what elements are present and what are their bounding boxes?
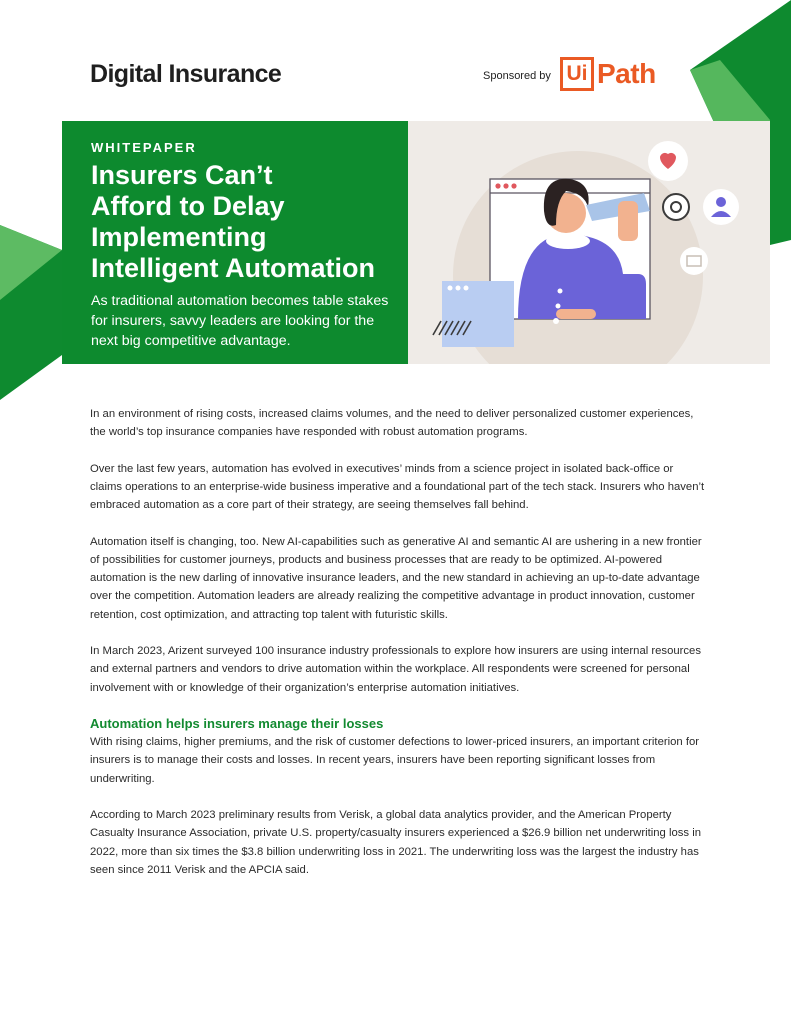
woman-with-telescope-illustration <box>408 121 770 364</box>
article-body <box>90 405 705 897</box>
digital-insurance-logo: Digital Insurance <box>90 60 282 88</box>
hero-title <box>91 160 421 284</box>
hero-subtitle: As traditional automation becomes table stakes for insurers, savvy leaders are looking for the next big competitive advantage. <box>91 293 389 349</box>
hero-title-line: Implementing <box>91 222 267 252</box>
uipath-logo-text: Path <box>597 58 656 89</box>
body-paragraph: Automation itself is changing, too. New AI-capabilities such as generative AI and semantic AI are ushering in a new frontier of possibilities for customer journeys, products and business processes that are ready to be optimized. AI-powered automation is the new darling of innovative insurance leaders, and the new standard in achieving an up-to-date advantage over the competition. Automation leaders are already realizing the competitive advantage in product innovation, customer retention, cost optimization, and attracting top talent with futuristic skills. <box>90 535 702 621</box>
hero-title-line: Insurers Can’t <box>91 160 273 190</box>
uipath-logo <box>560 54 656 94</box>
user-icon <box>716 197 726 207</box>
hero-title-line: Afford to Delay <box>91 191 285 221</box>
section-heading: Automation helps insurers manage their losses <box>90 716 384 732</box>
uipath-logo-box: Ui <box>560 57 594 91</box>
hero-title-line: Intelligent Automation <box>91 253 375 283</box>
hero-eyebrow: WHITEPAPER <box>91 140 197 155</box>
sponsored-by-label: Sponsored by <box>483 70 551 82</box>
body-paragraph: In March 2023, Arizent surveyed 100 insurance industry professionals to explore how insurers are using internal resources and external partners and vendors to drive automation within the workplace. All respondents were screened for personal involvement with or knowledge of their organization’s enterprise automation initiatives. <box>90 645 701 694</box>
body-paragraph: According to March 2023 preliminary results from Verisk, a global data analytics provider, and the American Property Casualty Insurance Association, private U.S. property/casualty insurers experienced a $26.9 billion net underwriting loss in 2022, more than six times the $3.8 billion underwriting loss in 2021. The underwriting loss was the largest the industry has seen since 2011 Verisk and the APCIA said. <box>90 809 701 876</box>
body-paragraph: In an environment of rising costs, increased claims volumes, and the need to deliver personalized customer experiences, the world’s top insurance companies have responded with robust automation programs. <box>90 408 694 439</box>
body-paragraph: Over the last few years, automation has evolved in executives’ minds from a science project in isolated back-office or claims operations to an enterprise-wide business imperative and a foundational part of the tech stack. Insurers who haven’t embraced automation as a core part of their strategy, are seeing themselves fall behind. <box>90 462 705 512</box>
body-paragraph: With rising claims, higher premiums, and the risk of customer defections to lower-priced insurers, an important criterion for insurers is to manage their costs and losses. In recent years, insurers have been reporting significant losses from underwriting. <box>90 736 700 785</box>
hero-illustration <box>408 121 770 364</box>
